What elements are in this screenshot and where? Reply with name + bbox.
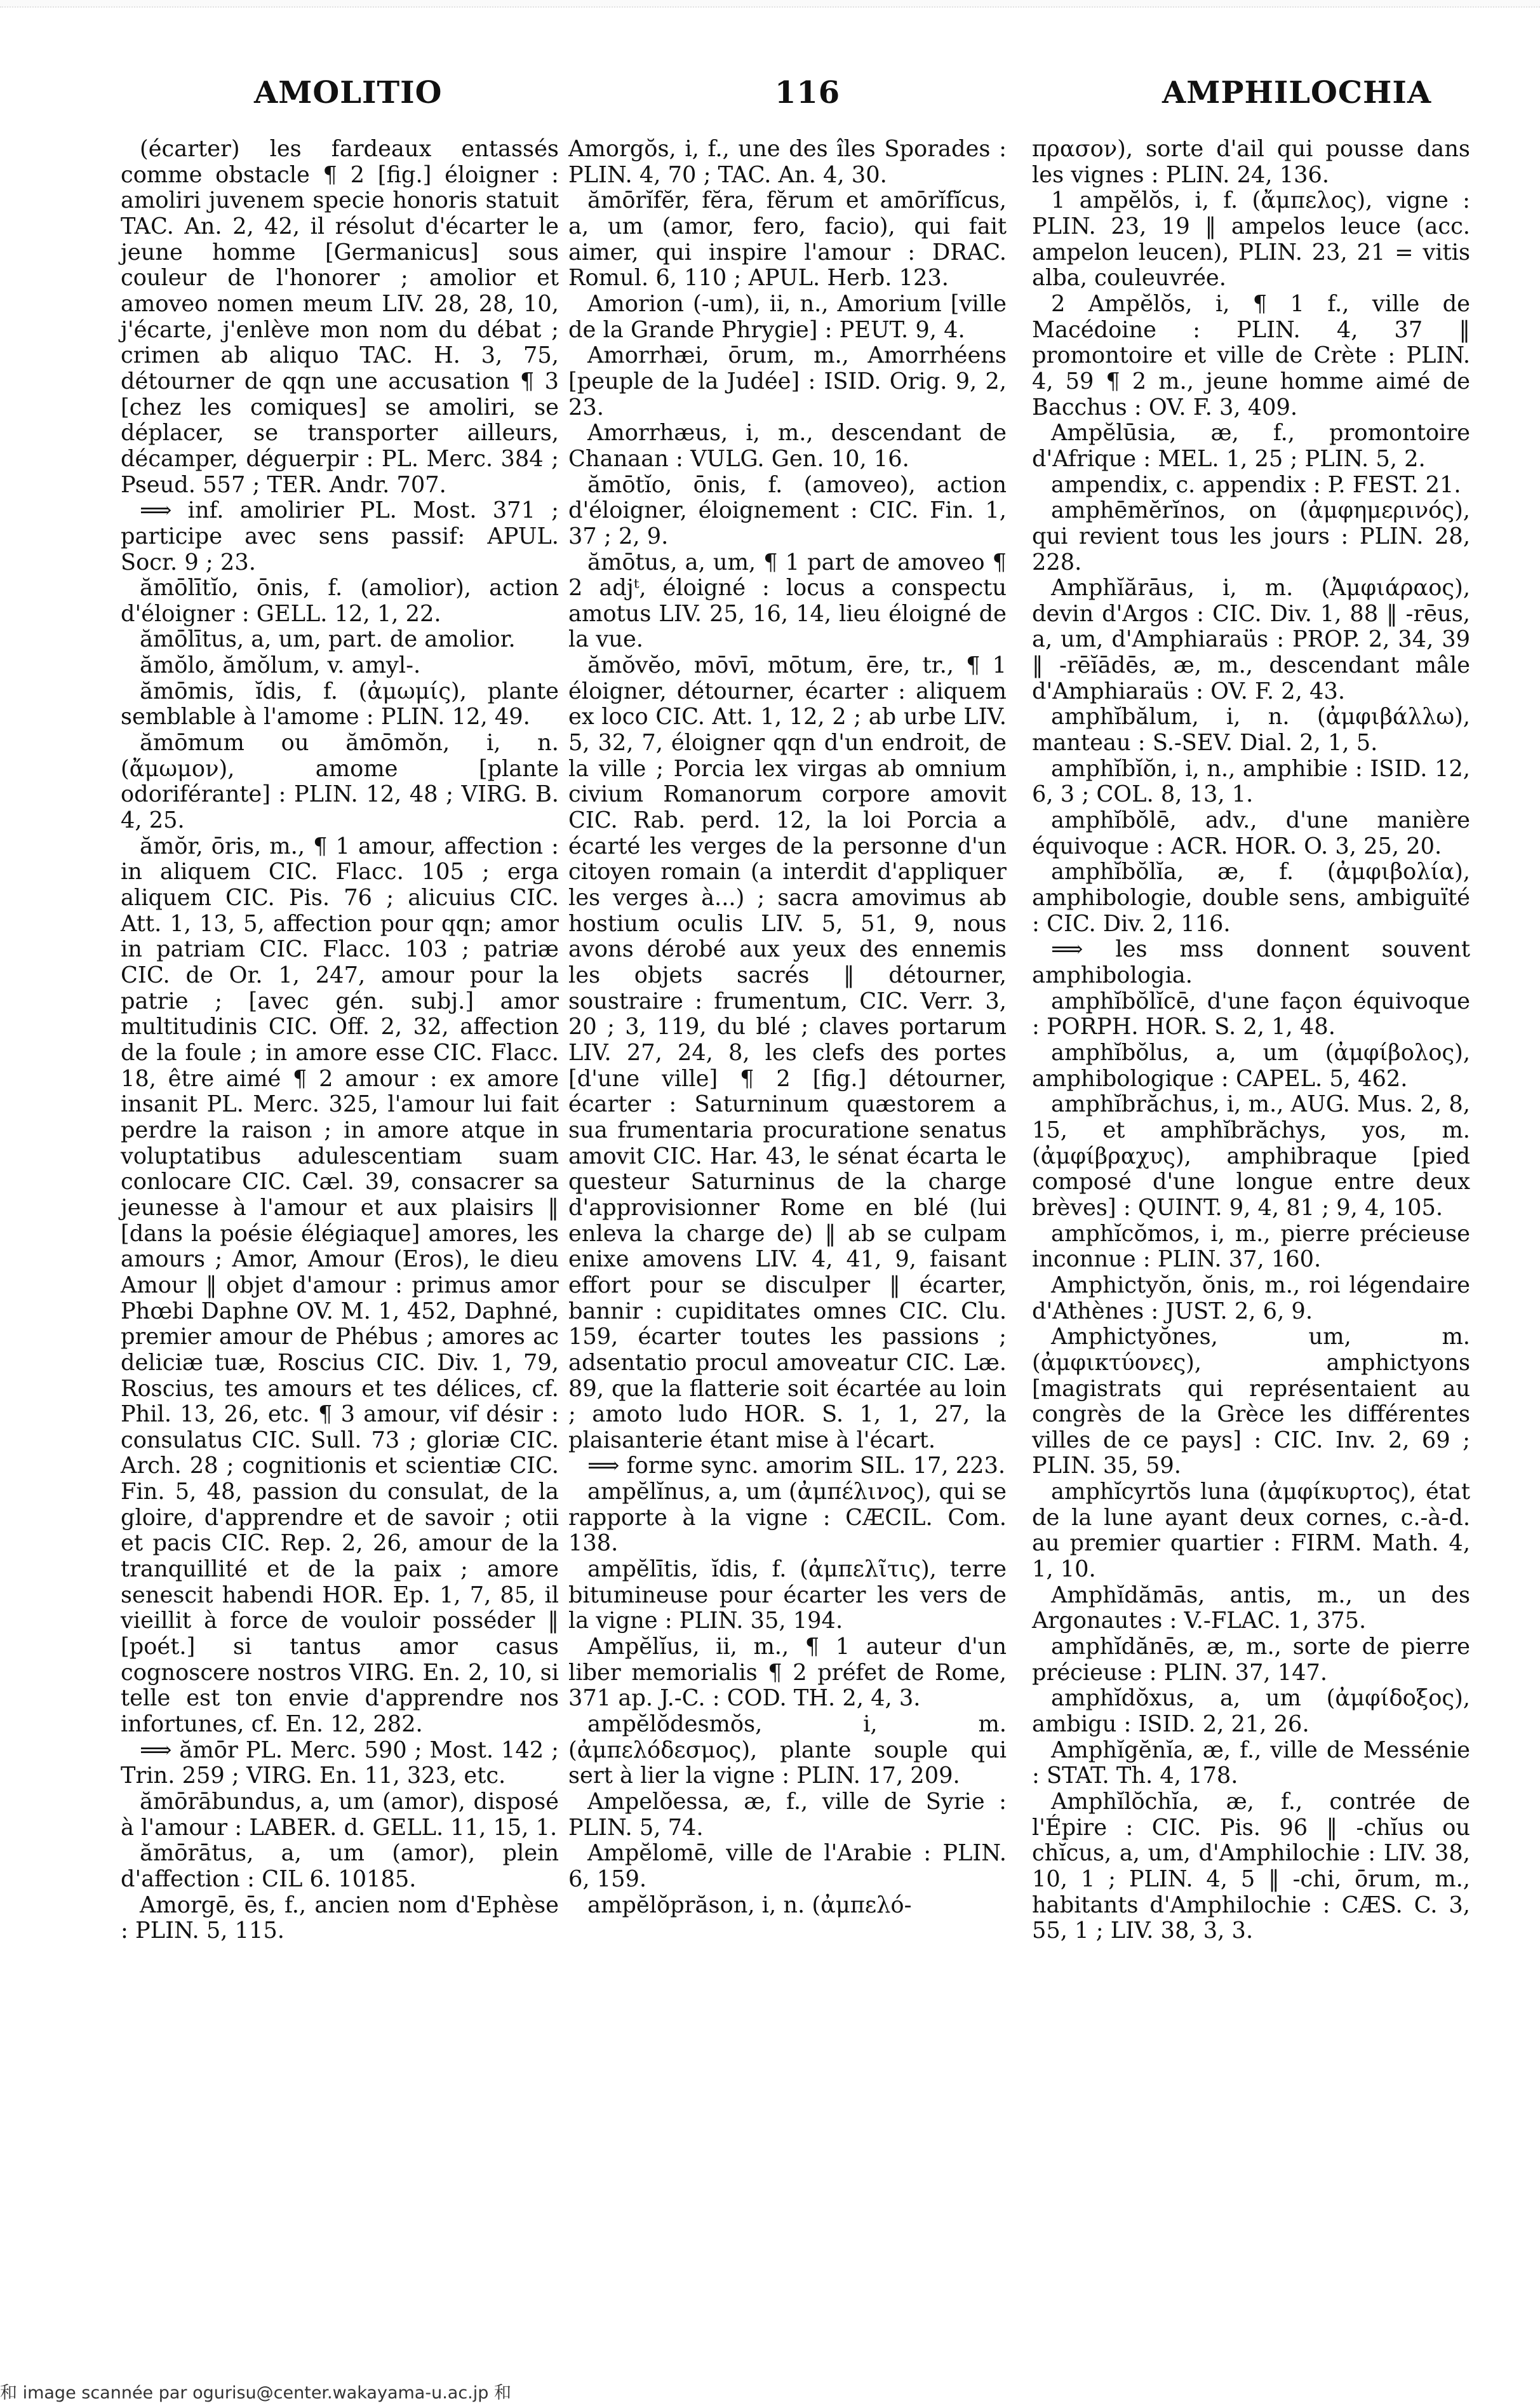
dictionary-entry: Ampĕlomē, ville de l'Arabie : PLIN. 6, 159. [568, 1840, 1007, 1892]
dictionary-entry: Amorgŏs, i, f., une des îles Sporades : PLIN. 4, 70 ; TAC. An. 4, 30. [568, 136, 1007, 188]
dictionary-entry: Amphĭdămās, antis, m., un des Argonautes : V.-FLAC. 1, 375. [1032, 1582, 1470, 1634]
dictionary-entry: ⟹ les mss donnent souvent amphibologia. [1032, 936, 1470, 988]
scan-credit: 和 image scannée par ogurisu@center.wakayama-u.ac.jp 和 [0, 2383, 511, 2403]
dictionary-entry: Amorrhæus, i, m., descendant de Chanaan : VULG. Gen. 10, 16. [568, 420, 1007, 472]
dictionary-entry: ămōlītĭo, ōnis, f. (amolior), action d'éloigner : GELL. 12, 1, 22. [121, 575, 559, 627]
dictionary-entry: ămōlītus, a, um, part. de amolior. [140, 626, 516, 653]
dictionary-entry: amphĭbrăchus, i, m., AUG. Mus. 2, 8, 15, et amphĭbrăchys, yos, m. (ἀμφίβραχυς), amphibraque [pied composé d'une longue entre deux brèves] : QUINT. 9, 4, 81 ; 9, 4, 105. [1032, 1091, 1470, 1221]
column-middle [568, 137, 1007, 1918]
dictionary-entry: ampĕlŏdesmŏs, i, m. (ἀμπελόδεσμος), plante souple qui sert à lier la vigne : PLIN. 17, 209. [568, 1711, 1007, 1789]
dictionary-entry: Ampĕlūsia, æ, f., promontoire d'Afrique : MEL. 1, 25 ; PLIN. 5, 2. [1032, 420, 1470, 472]
dictionary-entry: ampĕlŏprăson, i, n. (ἀμπελό- [587, 1892, 912, 1918]
running-head-left: AMOLITIO [254, 75, 443, 111]
column-right [1032, 137, 1470, 1944]
dictionary-entry: amphĭdŏxus, a, um (ἀμφίδοξος), ambigu : ISID. 2, 21, 26. [1032, 1685, 1470, 1738]
dictionary-entry: ămōmis, ĭdis, f. (ἀμωμίς), plante semblable à l'amome : PLIN. 12, 49. [121, 678, 559, 730]
dictionary-entry: Amorrhæi, ōrum, m., Amorrhéens [peuple de la Judée] : ISID. Orig. 9, 2, 23. [568, 342, 1007, 420]
dictionary-entry: ampĕlītis, ĭdis, f. (ἀμπελῖτις), terre bitumineuse pour écarter les vers de la vigne : PLIN. 35, 194. [568, 1556, 1007, 1634]
dictionary-entry: amphĭbŏlĭa, æ, f. (ἀμφιβολία), amphibologie, double sens, ambiguïté : CIC. Div. 2, 116. [1032, 859, 1470, 937]
dictionary-entry: Ampelŏessa, æ, f., ville de Syrie : PLIN. 5, 74. [568, 1789, 1007, 1841]
dictionary-entry: (écarter) les fardeaux entassés comme obstacle ¶ 2 [fig.] éloigner : amoliri juvenem specie honoris statuit TAC. An. 2, 42, il résolut d'écarter le jeune homme [Germanicus] sous couleur de l'honorer ; amolior et amoveo nomen meum LIV. 28, 28, 10, j'écarte, j'enlève mon nom du débat ; crimen ab aliquo TAC. H. 3, 75, détourner de qqn une accusation ¶ 3 [chez les comiques] se amoliri, se déplacer, se transporter ailleurs, décamper, déguerpir : PL. Merc. 384 ; Pseud. 557 ; TER. Andr. 707. [121, 136, 559, 498]
dictionary-entry: ămōrātus, a, um (amor), plein d'affection : CIL 6. 10185. [121, 1840, 559, 1892]
dictionary-entry: amphĭdănēs, æ, m., sorte de pierre précieuse : PLIN. 37, 147. [1032, 1634, 1470, 1686]
dictionary-entry: amphĭcyrtŏs luna (ἀμφίκυρτος), état de la lune ayant deux cornes, c.-à-d. au premier quartier : FIRM. Math. 4, 1, 10. [1032, 1479, 1470, 1583]
dictionary-entry: Amphĭărāus, i, m. (Ἀμφιάραος), devin d'Argos : CIC. Div. 1, 88 ‖ -rēus, a, um, d'Amphiaraüs : PROP. 2, 34, 39 ‖ -rēĭādēs, æ, m., descendant mâle d'Amphiaraüs : OV. F. 2, 43. [1032, 575, 1470, 704]
dictionary-entry: amphĭbălum, i, n. (ἀμφιβάλλω), manteau : S.-SEV. Dial. 2, 1, 5. [1032, 704, 1470, 756]
dictionary-entry: Amorgē, ēs, f., ancien nom d'Ephèse : PLIN. 5, 115. [121, 1892, 559, 1944]
dictionary-entry: Amphictyŏnes, um, m. (ἀμφικτύονες), amphictyons [magistrats qui représentaient au congrès de la Grèce les différentes villes de ce pays] : CIC. Inv. 2, 69 ; PLIN. 35, 59. [1032, 1324, 1470, 1479]
dictionary-entry: amphĭbŏlē, adv., d'une manière équivoque : ACR. HOR. O. 3, 25, 20. [1032, 807, 1470, 859]
dictionary-entry: ămōmum ou ămōmŏn, i, n. (ἄμωμον), amome [plante odoriférante] : PLIN. 12, 48 ; VIRG. B. 4, 25. [121, 730, 559, 834]
dictionary-entry: ămōtus, a, um, ¶ 1 part de amoveo ¶ 2 adjᵗ, éloigné : locus a conspectu amotus LIV. 25, 16, 14, lieu éloigné de la vue. [568, 549, 1007, 653]
dictionary-entry: ămŏlo, ămŏlum, v. amyl-. [140, 652, 421, 679]
dictionary-entry: ămōrĭfĕr, fĕra, fĕrum et amōrĭfĭcus, a, um (amor, fero, facio), qui fait aimer, qui inspire l'amour : DRAC. Romul. 6, 110 ; APUL. Herb. 123. [568, 187, 1007, 292]
dictionary-entry: ămōrābundus, a, um (amor), disposé à l'amour : LABER. d. GELL. 11, 15, 1. [121, 1789, 559, 1841]
dictionary-entry: ampĕlĭnus, a, um (ἀμπέλινος), qui se rapporte à la vigne : CÆCIL. Com. 138. [568, 1479, 1007, 1557]
dictionary-entry: Ampĕlĭus, ii, m., ¶ 1 auteur d'un liber memorialis ¶ 2 préfet de Rome, 371 ap. J.-C. : COD. TH. 2, 4, 3. [568, 1634, 1007, 1712]
dictionary-entry: 1 ampĕlŏs, i, f. (ἄμπελος), vigne : PLIN. 23, 19 ‖ ampelos leuce (acc. ampelon leucen), PLIN. 23, 21 = vitis alba, couleuvrée. [1032, 187, 1470, 292]
dictionary-entry: ămŏr, ōris, m., ¶ 1 amour, affection : in aliquem CIC. Flacc. 105 ; erga aliquem CIC. Pis. 76 ; alicuius CIC. Att. 1, 13, 5, affection pour qqn; amor in patriam CIC. Flacc. 103 ; patriæ CIC. de Or. 1, 247, amour pour la patrie ; [avec gén. subj.] amor multitudinis CIC. Off. 2, 32, affection de la foule ; in amore esse CIC. Flacc. 18, être aimé ¶ 2 amour : ex amore insanit PL. Merc. 325, l'amour lui fait perdre la raison ; in amore atque in voluptatibus adulescentiam suam conlocare CIC. Cæl. 39, consacrer sa jeunesse à l'amour et aux plaisirs ‖ [dans la poésie élégiaque] amores, les amours ; Amor, Amour (Eros), le dieu Amour ‖ objet d'amour : primus amor Phœbi Daphne OV. M. 1, 452, Daphné, premier amour de Phébus ; amores ac deliciæ tuæ, Roscius CIC. Div. 1, 79, Roscius, tes amours et tes délices, cf. Phil. 13, 26, etc. ¶ 3 amour, vif désir : consulatus CIC. Sull. 73 ; gloriæ CIC. Arch. 28 ; cognitionis et scientiæ CIC. Fin. 5, 48, passion du consulat, de la gloire, d'apprendre et de savoir ; otii et pacis CIC. Rep. 2, 26, amour de la tranquillité et de la paix ; amore senescit habendi HOR. Ep. 1, 7, 85, il vieillit à force de vouloir posséder ‖ [poét.] si tantus amor casus cognoscere nostros VIRG. En. 2, 10, si telle est ton envie d'apprendre nos infortunes, cf. En. 12, 282. [121, 833, 559, 1738]
dictionary-entry: ămōtĭo, ōnis, f. (amoveo), action d'éloigner, éloignement : CIC. Fin. 1, 37 ; 2, 9. [568, 471, 1007, 549]
dictionary-entry: ⟹ forme sync. amorim SIL. 17, 223. [587, 1453, 1006, 1479]
dictionary-entry: Amphĭgĕnĭa, æ, f., ville de Messénie : STAT. Th. 4, 178. [1032, 1737, 1470, 1789]
dictionary-entry: ămŏvĕo, mōvī, mōtum, ēre, tr., ¶ 1 éloigner, détourner, écarter : aliquem ex loco CIC. Att. 1, 12, 2 ; ab urbe LIV. 5, 32, 7, éloigner qqn d'un endroit, de la ville ; Porcia lex virgas ab omnium civium Romanorum corpore amovit CIC. Rab. perd. 12, la loi Porcia a écarté les verges de la personne d'un citoyen romain (a interdit d'appliquer les verges à...) ; sacra amovimus ab hostium oculis LIV. 5, 51, 9, nous avons dérobé aux yeux des ennemis les objets sacrés ‖ détourner, soustraire : frumentum, CIC. Verr. 3, 20 ; 3, 119, du blé ; claves portarum LIV. 27, 24, 8, les clefs des portes [d'une ville] ¶ 2 [fig.] détourner, écarter : Saturninum quæstorem a sua frumentaria procuratione senatus amovit CIC. Har. 43, le sénat écarta le questeur Saturninus de la charge d'approvisionner Rome en blé (lui enleva la charge de) ‖ ab se culpam enixe amovens LIV. 4, 41, 9, faisant effort pour se disculper ‖ écarter, bannir : cupiditates omnes CIC. Clu. 159, écarter toutes les passions ; adsentatio procul amoveatur CIC. Læ. 89, que la flatterie soit écartée au loin ; amoto ludo HOR. S. 1, 1, 27, la plaisanterie étant mise à l'écart. [568, 652, 1007, 1453]
dictionary-entry: Amphĭlŏchĭa, æ, f., contrée de l'Épire : CIC. Pis. 96 ‖ -chĭus ou chĭcus, a, um, d'Amphilochie : LIV. 38, 10, 1 ; PLIN. 4, 5 ‖ -chi, ōrum, m., habitants d'Amphilochie : CÆS. C. 3, 55, 1 ; LIV. 38, 3, 3. [1032, 1789, 1470, 1944]
page-number: 116 [775, 75, 841, 111]
dictionary-entry: ⟹ inf. amolirier PL. Most. 371 ; participe avec sens passif: APUL. Socr. 9 ; 23. [121, 497, 559, 575]
dictionary-entry: Amorion (-um), ii, n., Amorium [ville de la Grande Phrygie] : PEUT. 9, 4. [568, 290, 1007, 343]
dictionary-entry: amphĭbĭŏn, i, n., amphibie : ISID. 12, 6, 3 ; COL. 8, 13, 1. [1032, 755, 1470, 808]
dictionary-entry: amphēmĕrĭnos, on (ἀμφημερινός), qui revient tous les jours : PLIN. 28, 228. [1032, 497, 1470, 575]
running-head-right: AMPHILOCHIA [1162, 75, 1432, 111]
dictionary-entry: amphĭbŏlĭcē, d'une façon équivoque : PORPH. HOR. S. 2, 1, 48. [1032, 988, 1470, 1040]
column-left [121, 137, 559, 1944]
dictionary-entry: ⟹ ămōr PL. Merc. 590 ; Most. 142 ; Trin. 259 ; VIRG. En. 11, 323, etc. [121, 1737, 559, 1789]
scan-top-edge [0, 0, 1540, 8]
dictionary-entry: amphĭcŏmos, i, m., pierre précieuse inconnue : PLIN. 37, 160. [1032, 1220, 1470, 1273]
dictionary-entry: 2 Ampĕlŏs, i, ¶ 1 f., ville de Macédoine : PLIN. 4, 37 ‖ promontoire et ville de Crète : PLIN. 4, 59 ¶ 2 m., jeune homme aimé de Bacchus : OV. F. 3, 409. [1032, 290, 1470, 420]
dictionary-entry: ampendix, c. appendix : P. FEST. 21. [1051, 471, 1461, 498]
dictionary-entry: πρασον), sorte d'ail qui pousse dans les vignes : PLIN. 24, 136. [1032, 136, 1470, 188]
dictionary-entry: Amphictyŏn, ŏnis, m., roi légendaire d'Athènes : JUST. 2, 6, 9. [1032, 1272, 1470, 1324]
dictionary-entry: amphĭbŏlus, a, um (ἀμφίβολος), amphibologique : CAPEL. 5, 462. [1032, 1039, 1470, 1092]
